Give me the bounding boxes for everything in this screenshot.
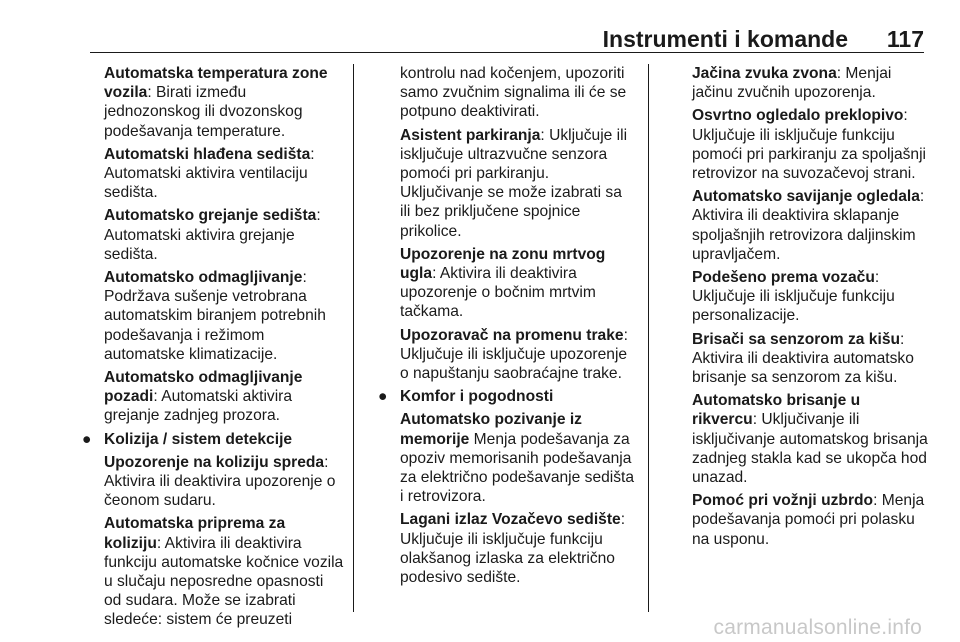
setting-entry (692, 187, 928, 264)
setting-entry (400, 410, 636, 506)
setting-term: Brisači sa senzorom za kišu (692, 330, 901, 348)
setting-term: Automatsko brisanje u rikvercu (692, 392, 861, 429)
setting-term: Automatsko pozivanje iz memorije (400, 411, 582, 448)
column-divider-2 (648, 64, 649, 612)
setting-desc: : Uključuje ili isključuje funkciju personalizacije. (692, 269, 895, 325)
setting-term: Pomoć pri vožnji uzbrdo (692, 492, 874, 510)
setting-desc: : Birati između jednozonskog ili dvozonskog podešavanja temperature. (104, 84, 303, 140)
setting-term: Upozorenje na koliziju spreda (104, 453, 325, 471)
setting-desc: : Aktivira ili deaktivira upozorenje o čeonom sudaru. (104, 453, 336, 510)
setting-term: Jačina zvuka zvona (692, 65, 837, 82)
setting-desc: : Uključuje ili isključuje funkciju olakšanog izlaska za električno podesivo sedište. (400, 511, 626, 587)
setting-term: Upozoravač na promenu trake (400, 326, 624, 344)
setting-term: Automatsko savijanje ogledala (692, 188, 920, 206)
setting-desc: : Uključivanje ili isključivanje automatskog brisanja zadnjeg stakla kad se ukopča hod unazad. (692, 411, 928, 487)
setting-entry (104, 64, 344, 141)
text-column-3 (692, 64, 928, 553)
bullet-icon: ● (378, 388, 388, 406)
column-divider-1 (353, 64, 354, 612)
setting-desc: : Automatski aktivira grejanje zadnjeg prozora. (104, 388, 293, 425)
section-label: Komfor i pogodnosti (400, 388, 554, 406)
setting-term: Automatska priprema za koliziju (104, 515, 286, 552)
setting-term: Upozorenje na zonu mrtvog ugla (400, 245, 606, 283)
setting-desc: : Aktivira ili deaktivira funkciju automatske kočnice vozila u slučaju neposredne opasnosti od sudara. Može se izabrati sledeće: sistem će preuzeti (104, 534, 344, 629)
setting-desc: : Menja podešavanja pomoći pri polasku na usponu. (692, 492, 925, 548)
setting-desc: : Aktivira ili deaktivira automatsko brisanje sa senzorom za kišu. (692, 330, 914, 387)
page-title: Instrumenti i komande (602, 26, 848, 52)
setting-entry (692, 64, 928, 102)
header-rule (90, 52, 924, 53)
section-label: Kolizija / sistem detekcije (104, 430, 293, 448)
setting-entry (104, 206, 344, 264)
setting-entry (400, 510, 636, 587)
setting-desc: : Uključuje ili isključuje ultrazvučne senzora pomoći pri parkiranju. Uključivanje se može izabrati sa ili bez priključene spojnice prikolice. (400, 126, 628, 240)
setting-entry (104, 145, 344, 203)
setting-desc: : Aktivira ili deaktivira sklapanje spoljašnjih retrovizora daljinskim upravljačem. (692, 188, 925, 263)
text-column-2 (378, 64, 636, 591)
setting-term: Automatska temperatura zone vozila (104, 65, 328, 102)
section-bullet (82, 430, 344, 449)
setting-entry (104, 268, 344, 364)
setting-desc: : Aktivira ili deaktivira upozorenje o bočnim mrtvim tačkama. (400, 265, 596, 321)
continuation-text: kontrolu nad kočenjem, upozoriti samo zvučnim signalima ili će se potpuno deaktivirati. (400, 65, 627, 121)
setting-entry (104, 514, 344, 629)
setting-term: Automatsko odmagljivanje pozadi (104, 369, 303, 406)
setting-term: Asistent parkiranja (400, 126, 541, 144)
setting-entry (692, 391, 928, 487)
setting-entry (400, 126, 636, 241)
setting-desc: : Uključuje ili isključuje upozorenje o napuštanju saobraćajne trake. (400, 326, 628, 383)
page-header (0, 0, 960, 52)
setting-entry (692, 330, 928, 388)
setting-term: Automatsko grejanje sedišta (104, 207, 317, 225)
section-bullet (378, 387, 636, 406)
setting-desc: : Automatski aktivira grejanje sedišta. (104, 207, 321, 263)
setting-entry (692, 491, 928, 549)
setting-desc: : Podržava sušenje vetrobrana automatskim biranjem potrebnih podešavanja i režimom automatske klimatizacije. (104, 269, 326, 363)
setting-entry (692, 106, 928, 183)
watermark-text: carmanualsonline.info (713, 616, 922, 639)
page-number: 117 (886, 26, 924, 52)
setting-desc: : Menjai jačinu zvučnih upozorenja. (692, 65, 892, 102)
setting-desc: : Uključuje ili isključuje funkciju pomoći pri parkiranju za spoljašnji retrovizor na suvozačevoj strani. (692, 107, 927, 183)
setting-term: Automatsko odmagljivanje (104, 269, 303, 287)
setting-desc: : Automatski aktivira ventilaciju sedišta. (104, 145, 315, 202)
text-column-1 (82, 64, 344, 634)
setting-entry (400, 326, 636, 384)
setting-entry (104, 453, 344, 511)
setting-term: Podešeno prema vozaču (692, 269, 875, 287)
setting-term: Lagani izlaz Vozačevo sedište (400, 511, 621, 529)
setting-term: Automatski hlađena sedišta (104, 145, 311, 163)
setting-entry (400, 245, 636, 322)
setting-term: Osvrtno ogledalo preklopivo (692, 107, 904, 125)
setting-entry (104, 368, 344, 426)
setting-desc: Menja podešavanja za opoziv memorisanih podešavanja za električno podešavanje sedišta i retrovizora. (400, 430, 635, 506)
bullet-icon: ● (82, 430, 92, 448)
setting-entry (692, 268, 928, 326)
